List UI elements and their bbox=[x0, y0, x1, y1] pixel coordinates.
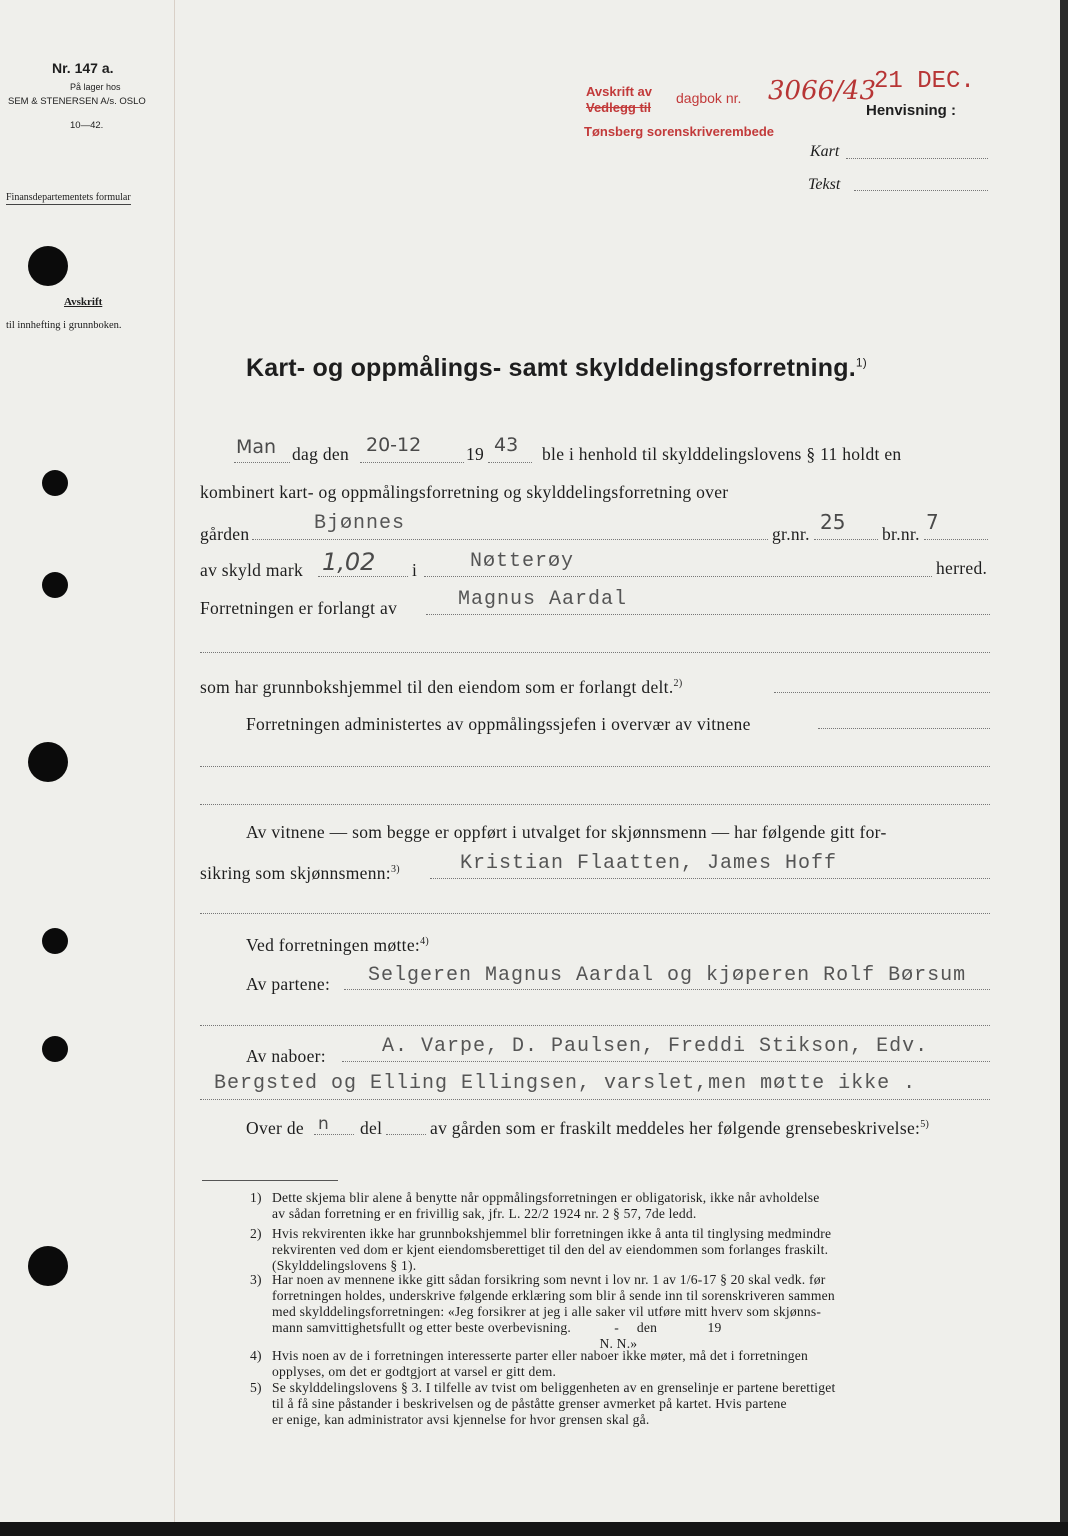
footnote-line: Se skylddelingslovens § 3. I tilfelle av tvist om beliggenheten av en grenselinje er partene berettiget bbox=[272, 1380, 836, 1395]
footnote bbox=[250, 1190, 1002, 1221]
hjemmel-field bbox=[774, 692, 990, 693]
brnr-field bbox=[924, 539, 988, 540]
footnote-line: Dette skjema blir alene å benytte når oppmålingsforretningen er obligatorisk, ikke når avholdelse bbox=[272, 1190, 820, 1205]
municipality-field bbox=[424, 576, 932, 577]
parties-label: Av partene: bbox=[246, 974, 331, 994]
skyld-value: 1,02 bbox=[322, 548, 376, 576]
neighbours-line-1: A. Varpe, D. Paulsen, Freddi Stikson, Edv. bbox=[382, 1035, 929, 1058]
footnote-line: Hvis rekvirenten ikke har grunnbokshjemmel blir forretningen ikke å anta til tinglysing medmindre bbox=[272, 1226, 832, 1241]
admin-field bbox=[818, 728, 990, 729]
municipality: Nøtterøy bbox=[470, 550, 575, 573]
weekday-value: Man bbox=[236, 436, 277, 458]
hjemmel-text bbox=[200, 677, 682, 698]
line1-text: ble i henhold til skylddelingslovens § 11 holdt en bbox=[542, 444, 902, 464]
footnote-number: 5) bbox=[250, 1380, 262, 1395]
footnote bbox=[250, 1348, 1002, 1379]
over-value: n bbox=[318, 1114, 329, 1134]
dagbok-number: 3066/43 bbox=[768, 76, 877, 106]
hjemmel-note: 2) bbox=[673, 678, 683, 690]
witness-note: 3) bbox=[390, 864, 400, 876]
farm-label: gården bbox=[200, 524, 250, 544]
witnesses: Kristian Flaatten, James Hoff bbox=[460, 852, 838, 875]
footnote-number: 4) bbox=[250, 1348, 262, 1363]
parties-field bbox=[344, 989, 990, 990]
footnote-separator bbox=[202, 1180, 338, 1181]
hjemmel-label: som har grunnbokshjemmel til den eiendom som er forlangt delt. bbox=[200, 677, 674, 697]
farm-name: Bjønnes bbox=[314, 512, 406, 535]
footnote-line: forretningen holdes, underskrive følgende erklæring som blir å sende inn til sorenskriveren sammen bbox=[272, 1288, 835, 1303]
footnote-number: 2) bbox=[250, 1226, 262, 1241]
punch-hole bbox=[42, 1036, 68, 1062]
footnote bbox=[250, 1380, 1002, 1427]
boundary-text bbox=[430, 1118, 929, 1139]
footnote-line: opplyses, om det er godtgjort at varsel er gitt dem. bbox=[272, 1364, 557, 1379]
form-number: Nr. 147 a. bbox=[52, 60, 114, 76]
neighbours-line-2: Bergsted og Elling Ellingsen, varslet,men møtte ikke . bbox=[214, 1072, 917, 1095]
dag-label: dag den bbox=[292, 444, 350, 464]
footnote-line: til å få sine påstander i beskrivelsen og de påståtte grenser avmerket på kartet. Hvis partene bbox=[272, 1396, 787, 1411]
boundary-label: av gården som er fraskilt meddeles her følgende grensebeskrivelse: bbox=[430, 1118, 921, 1138]
text-label: Tekst bbox=[808, 176, 841, 193]
blank-line bbox=[200, 766, 990, 767]
i-label: i bbox=[412, 560, 418, 580]
title-text: Kart- og oppmålings- samt skylddelingsforretning. bbox=[246, 354, 856, 382]
admin-text: Forretningen administertes av oppmålingssjefen i overvær av vitnene bbox=[246, 714, 751, 734]
met-note: 4) bbox=[420, 936, 430, 948]
punch-hole bbox=[42, 470, 68, 496]
neighbours-field-2 bbox=[200, 1099, 990, 1100]
stamp-attachment-label: Vedlegg til bbox=[586, 100, 652, 115]
del-field bbox=[386, 1134, 426, 1135]
blank-line bbox=[200, 1025, 990, 1026]
blank-line bbox=[200, 913, 990, 914]
witness-text-2 bbox=[200, 863, 400, 884]
footnote-line: rekvirenten ved dom er kjent eiendomsberettiget til den del av eiendommen som forlanges fraskilt. bbox=[272, 1242, 829, 1257]
footnote-line: Hvis noen av de i forretningen interesserte parter eller naboer ikke møter, må det i forretningen bbox=[272, 1348, 808, 1363]
met-text bbox=[246, 935, 429, 956]
text-field bbox=[854, 190, 988, 191]
stamp-office: Tønsberg sorenskriverembede bbox=[584, 124, 775, 139]
blank-line bbox=[200, 804, 990, 805]
requested-by: Magnus Aardal bbox=[458, 588, 628, 611]
punch-hole bbox=[28, 246, 68, 286]
footnote-line: med skylddelingsforretningen: «Jeg forsikrer at jeg i alle saker vil utføre mitt hverv som skjønns- bbox=[272, 1304, 822, 1319]
punch-hole bbox=[42, 572, 68, 598]
footnote-number: 1) bbox=[250, 1190, 262, 1205]
map-field bbox=[846, 158, 988, 159]
requested-label: Forretningen er forlangt av bbox=[200, 598, 398, 618]
over-label: Over de bbox=[246, 1118, 304, 1138]
date-value: 20-12 bbox=[366, 434, 422, 456]
del-label: del bbox=[360, 1118, 383, 1138]
year-field bbox=[488, 462, 532, 463]
footnote bbox=[250, 1226, 1002, 1273]
scan-edge-right bbox=[1060, 0, 1068, 1536]
parties: Selgeren Magnus Aardal og kjøperen Rolf Børsum bbox=[368, 964, 967, 987]
copy-note: til innhefting i grunnboken. bbox=[6, 320, 122, 331]
herred-label: herred. bbox=[936, 558, 988, 578]
witness-text-1: Av vitnene — som begge er oppført i utvalget for skjønnsmenn — har følgende gitt for- bbox=[246, 822, 887, 842]
stamp-date: 21 DEC. bbox=[874, 68, 975, 95]
brnr-label: br.nr. bbox=[882, 524, 920, 544]
print-date: 10—42. bbox=[70, 120, 104, 131]
publisher: SEM & STENERSEN A/s. OSLO bbox=[8, 96, 146, 107]
over-field bbox=[314, 1134, 354, 1135]
blank-line bbox=[200, 652, 990, 653]
footnote-line: av sådan forretning er en frivillig sak, jfr. L. 22/2 1924 nr. 2 § 57, 7de ledd. bbox=[272, 1206, 697, 1221]
requested-field bbox=[426, 614, 990, 615]
footnote-line: Har noen av mennene ikke gitt sådan forsikring som nevnt i lov nr. 1 av 1/6-17 § 20 skal vedk. før bbox=[272, 1272, 826, 1287]
skyld-field bbox=[318, 576, 408, 577]
year-prefix: 19 bbox=[466, 444, 485, 464]
grnr-label: gr.nr. bbox=[772, 524, 810, 544]
footnote-line: N. N.» bbox=[272, 1336, 638, 1351]
grnr-field bbox=[814, 539, 878, 540]
map-label: Kart bbox=[810, 143, 840, 160]
neighbours-label: Av naboer: bbox=[246, 1046, 326, 1066]
met-label: Ved forretningen møtte: bbox=[246, 935, 421, 955]
form-owner: Finansdepartementets formular bbox=[6, 192, 131, 203]
witness-label: sikring som skjønnsmenn: bbox=[200, 863, 391, 883]
punch-hole bbox=[42, 928, 68, 954]
scan-edge-bottom bbox=[0, 1522, 1068, 1536]
footnote-number: 3) bbox=[250, 1272, 262, 1287]
brnr-value: 7 bbox=[926, 510, 939, 534]
year-value: 43 bbox=[494, 434, 519, 456]
witness-field bbox=[430, 878, 990, 879]
neighbours-field bbox=[342, 1061, 990, 1062]
line2-text: kombinert kart- og oppmålingsforretning og skylddelingsforretning over bbox=[200, 482, 729, 502]
stamp-copy-label: Avskrift av bbox=[586, 84, 652, 99]
farm-field bbox=[252, 539, 768, 540]
stamp-dagbok-label: dagbok nr. bbox=[676, 90, 742, 106]
title-note: 1) bbox=[855, 355, 867, 370]
footnote bbox=[250, 1272, 1002, 1351]
page-title bbox=[246, 354, 867, 383]
punch-hole bbox=[28, 742, 68, 782]
stock-note: På lager hos bbox=[70, 82, 121, 92]
copy-title: Avskrift bbox=[64, 296, 103, 308]
reference-label: Henvisning : bbox=[866, 102, 957, 119]
weekday-field bbox=[234, 462, 290, 463]
grnr-value: 25 bbox=[820, 510, 846, 534]
footnote-line: er enige, kan administrator avsi kjennelse for hvor grensen skal gå. bbox=[272, 1412, 650, 1427]
margin-rule bbox=[174, 0, 175, 1522]
punch-hole bbox=[28, 1246, 68, 1286]
footnote-line: (Skylddelingslovens § 1). bbox=[272, 1258, 417, 1273]
footnote-line: mann samvittighetsfullt og etter beste overbevisning. - den 19 bbox=[272, 1320, 722, 1335]
boundary-note: 5) bbox=[920, 1119, 930, 1131]
date-field bbox=[360, 462, 464, 463]
skyld-label: av skyld mark bbox=[200, 560, 304, 580]
